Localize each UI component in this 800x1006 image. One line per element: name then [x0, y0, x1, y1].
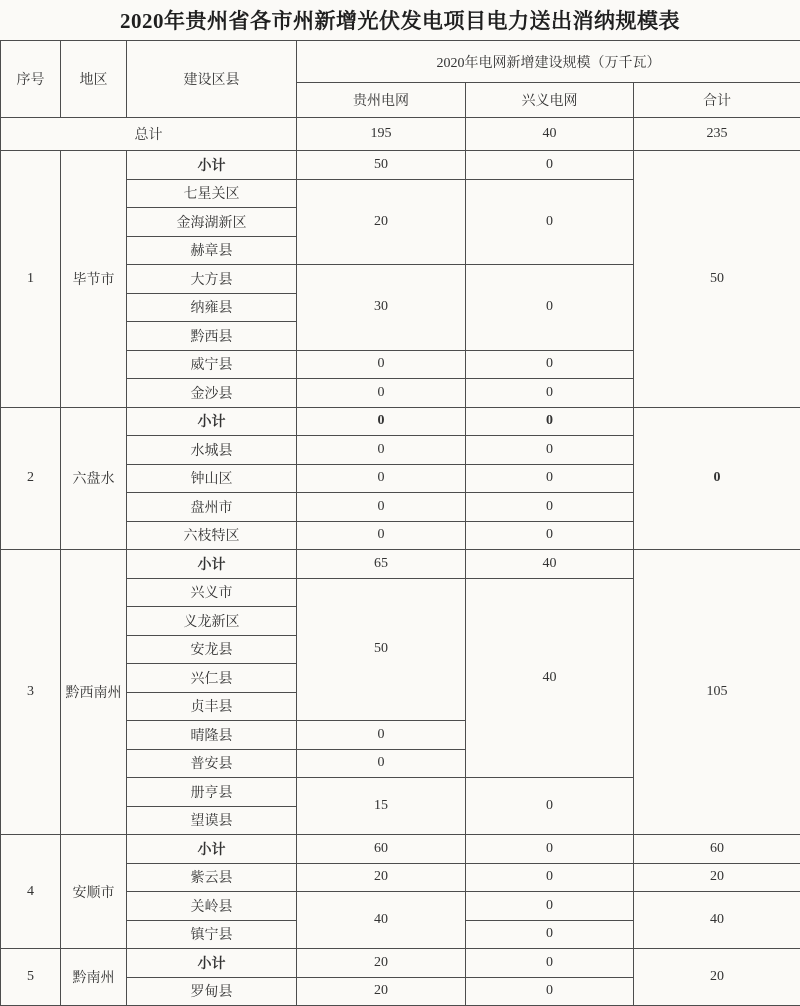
xingyi-cell: 0 — [466, 521, 634, 550]
grand-total-guizhou: 195 — [297, 118, 466, 151]
xingyi-cell: 0 — [466, 493, 634, 522]
district-cell: 兴仁县 — [127, 664, 297, 693]
guizhou-cell: 20 — [297, 977, 466, 1006]
col-header-xingyi-grid: 兴义电网 — [466, 83, 634, 118]
group5-total: 20 — [634, 949, 800, 1006]
district-cell: 小计 — [127, 407, 297, 436]
guizhou-cell: 50 — [297, 578, 466, 721]
xingyi-cell: 0 — [466, 464, 634, 493]
district-cell: 大方县 — [127, 265, 297, 294]
group3-total: 105 — [634, 550, 800, 835]
table-row — [1, 550, 800, 579]
table-row — [1, 151, 800, 180]
guizhou-cell: 50 — [297, 151, 466, 180]
guizhou-cell: 65 — [297, 550, 466, 579]
xingyi-cell: 0 — [466, 379, 634, 408]
district-cell: 安龙县 — [127, 635, 297, 664]
district-cell: 钟山区 — [127, 464, 297, 493]
xingyi-cell: 0 — [466, 863, 634, 892]
xingyi-cell: 0 — [466, 436, 634, 465]
district-cell: 望谟县 — [127, 806, 297, 835]
guizhou-cell: 0 — [297, 521, 466, 550]
grand-total-row — [1, 118, 800, 151]
col-header-region: 地区 — [61, 41, 127, 118]
xingyi-cell: 0 — [466, 407, 634, 436]
group3-region: 黔西南州 — [61, 550, 127, 835]
group1-region: 毕节市 — [61, 151, 127, 408]
group1-serial: 1 — [1, 151, 61, 408]
guizhou-cell: 30 — [297, 265, 466, 351]
xingyi-cell: 40 — [466, 550, 634, 579]
district-cell: 晴隆县 — [127, 721, 297, 750]
col-header-capacity-group: 2020年电网新增建设规模（万千瓦） — [297, 41, 800, 83]
district-cell: 纳雍县 — [127, 293, 297, 322]
total-cell: 20 — [634, 863, 800, 892]
group2-total: 0 — [634, 407, 800, 550]
district-cell: 小计 — [127, 835, 297, 864]
grand-total-total: 235 — [634, 118, 800, 151]
guizhou-cell: 0 — [297, 493, 466, 522]
total-cell: 40 — [634, 892, 800, 949]
group5-region: 黔南州 — [61, 949, 127, 1006]
district-cell: 小计 — [127, 949, 297, 978]
group3-serial: 3 — [1, 550, 61, 835]
guizhou-cell: 0 — [297, 407, 466, 436]
group1-total: 50 — [634, 151, 800, 408]
table-row — [1, 949, 800, 978]
district-cell: 普安县 — [127, 749, 297, 778]
guizhou-cell: 15 — [297, 778, 466, 835]
group4-region: 安顺市 — [61, 835, 127, 949]
guizhou-cell: 0 — [297, 749, 466, 778]
guizhou-cell: 20 — [297, 863, 466, 892]
district-cell: 小计 — [127, 550, 297, 579]
district-cell: 罗甸县 — [127, 977, 297, 1006]
col-header-guizhou-grid: 贵州电网 — [297, 83, 466, 118]
guizhou-cell: 20 — [297, 949, 466, 978]
district-cell: 六枝特区 — [127, 521, 297, 550]
district-cell: 小计 — [127, 151, 297, 180]
table-title: 2020年贵州省各市州新增光伏发电项目电力送出消纳规模表 — [120, 9, 680, 33]
xingyi-cell: 0 — [466, 151, 634, 180]
xingyi-cell: 40 — [466, 578, 634, 778]
district-cell: 盘州市 — [127, 493, 297, 522]
xingyi-cell: 0 — [466, 892, 634, 921]
guizhou-cell: 60 — [297, 835, 466, 864]
guizhou-cell: 20 — [297, 179, 466, 265]
guizhou-cell: 0 — [297, 379, 466, 408]
group2-serial: 2 — [1, 407, 61, 550]
guizhou-cell: 0 — [297, 436, 466, 465]
guizhou-cell: 40 — [297, 892, 466, 949]
col-header-total: 合计 — [634, 83, 800, 118]
district-cell: 贞丰县 — [127, 692, 297, 721]
xingyi-cell: 0 — [466, 920, 634, 949]
xingyi-cell: 0 — [466, 977, 634, 1006]
district-cell: 兴义市 — [127, 578, 297, 607]
group5-serial: 5 — [1, 949, 61, 1006]
total-cell: 60 — [634, 835, 800, 864]
xingyi-cell: 0 — [466, 265, 634, 351]
power-consumption-table — [0, 40, 800, 1006]
district-cell: 水城县 — [127, 436, 297, 465]
district-cell: 七星关区 — [127, 179, 297, 208]
guizhou-cell: 0 — [297, 721, 466, 750]
guizhou-cell: 0 — [297, 464, 466, 493]
district-cell: 威宁县 — [127, 350, 297, 379]
col-header-serial: 序号 — [1, 41, 61, 118]
district-cell: 黔西县 — [127, 322, 297, 351]
grand-total-xingyi: 40 — [466, 118, 634, 151]
table-row — [1, 835, 800, 864]
xingyi-cell: 0 — [466, 778, 634, 835]
group4-serial: 4 — [1, 835, 61, 949]
district-cell: 赫章县 — [127, 236, 297, 265]
table-row — [1, 407, 800, 436]
grand-total-label: 总计 — [1, 118, 297, 151]
xingyi-cell: 0 — [466, 350, 634, 379]
district-cell: 册亨县 — [127, 778, 297, 807]
district-cell: 镇宁县 — [127, 920, 297, 949]
xingyi-cell: 0 — [466, 835, 634, 864]
xingyi-cell: 0 — [466, 949, 634, 978]
district-cell: 金沙县 — [127, 379, 297, 408]
district-cell: 紫云县 — [127, 863, 297, 892]
district-cell: 金海湖新区 — [127, 208, 297, 237]
group2-region: 六盘水 — [61, 407, 127, 550]
header-row-top — [1, 41, 800, 83]
col-header-district: 建设区县 — [127, 41, 297, 118]
district-cell: 义龙新区 — [127, 607, 297, 636]
guizhou-cell: 0 — [297, 350, 466, 379]
district-cell: 关岭县 — [127, 892, 297, 921]
xingyi-cell: 0 — [466, 179, 634, 265]
